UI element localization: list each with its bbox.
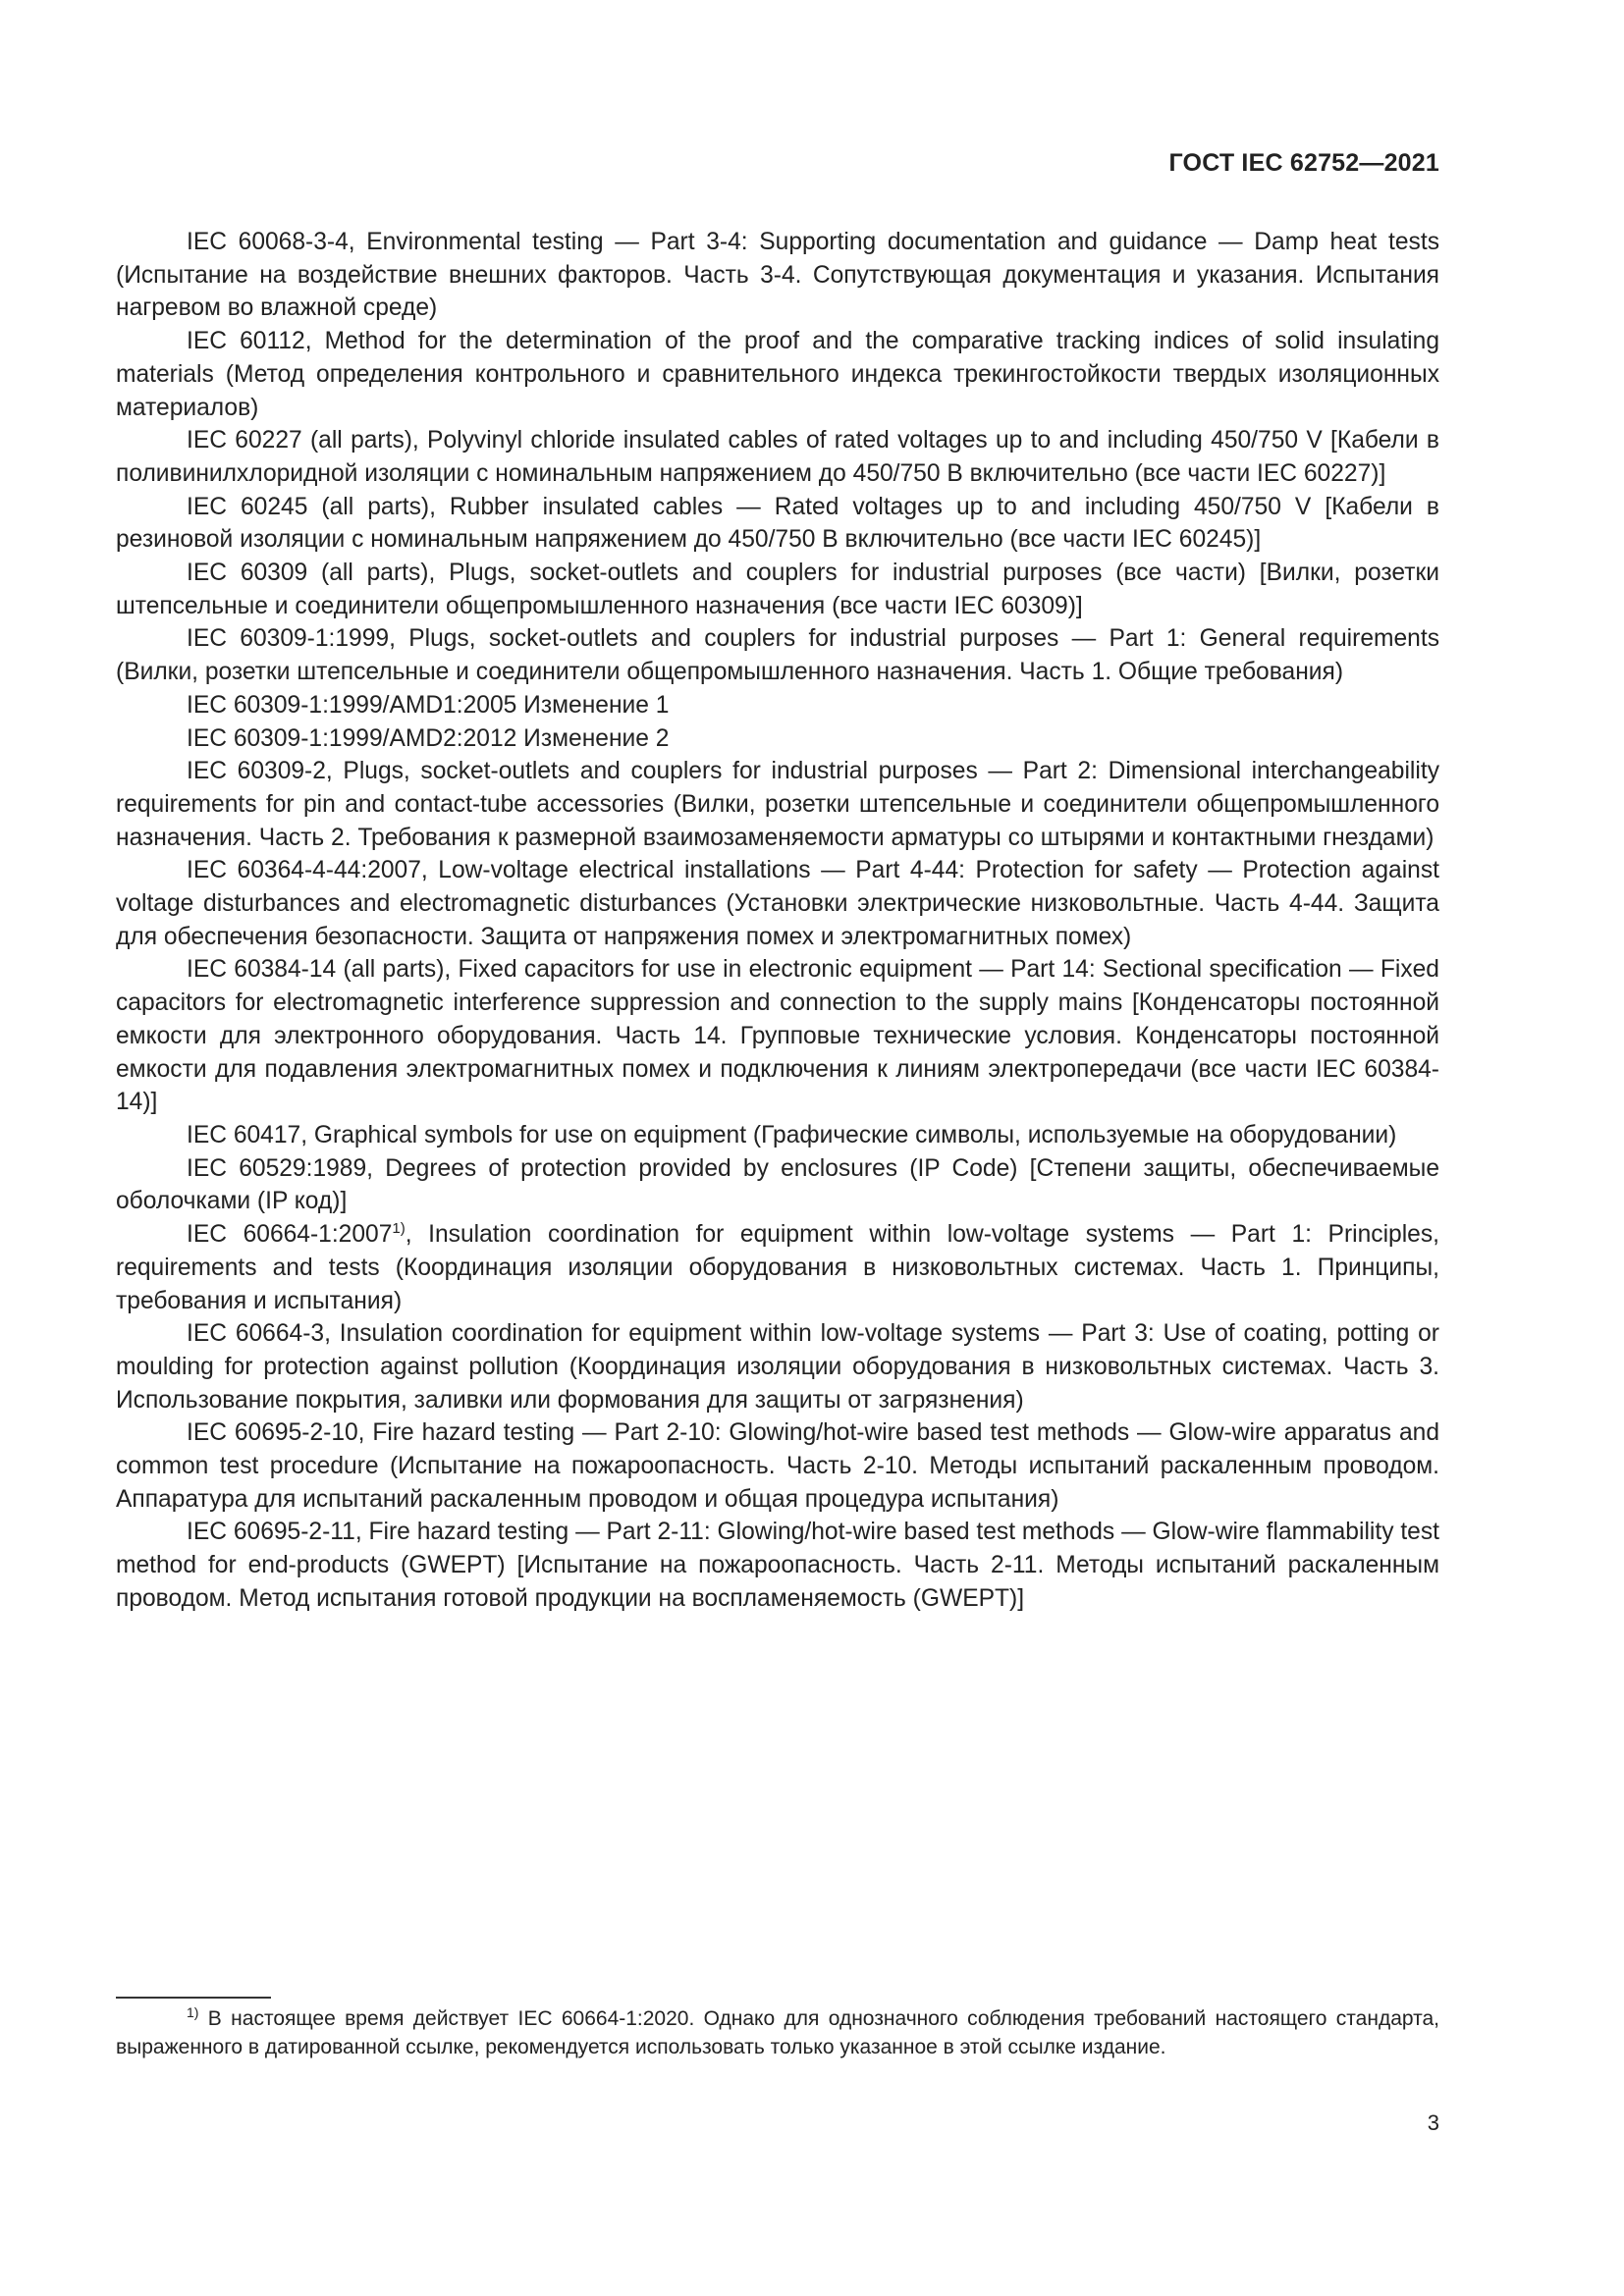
document-header: ГОСТ IEC 62752—2021 bbox=[1168, 149, 1439, 177]
footnote-separator bbox=[116, 1997, 271, 1999]
reference-item: IEC 60309 (all parts), Plugs, socket-outlets and couplers for industrial purposes (все части) [Вилки, розетки штепсельные и соединители общепромышленного назначения (все части IEC 60309)] bbox=[116, 560, 1439, 619]
reference-item: IEC 60245 (all parts), Rubber insulated cables — Rated voltages up to and including 450/750 V [Кабели в резиновой изоляции с номинальным напряжением до 450/750 В включительно (все части IEC 60245)] bbox=[116, 493, 1439, 554]
reference-item: IEC 60664-3, Insulation coordination for equipment within low-voltage systems — Part 3: Use of coating, potting or moulding for protection against pollution (Координация изоляции оборудования в низковольтных системах. Часть 3. Использование покрытия, заливки или формования для защиты от загрязнения) bbox=[116, 1320, 1439, 1414]
reference-text: , Insulation coordination for equipment within low-voltage systems — Part 1: Principles, requirements and tests (Координация изоляции оборудования в низковольтных системах. Часть 1. Принципы, требования и испытания) bbox=[116, 1221, 1439, 1314]
page-number: 3 bbox=[1427, 2110, 1439, 2135]
reference-item: IEC 60695-2-10, Fire hazard testing — Part 2-10: Glowing/hot-wire based test methods — Glow-wire apparatus and common test procedure (Испытание на пожароопасность. Часть 2-10. Методы испытаний раскаленным проводом. Аппаратура для испытаний раскаленным проводом и общая процедура испытания) bbox=[116, 1419, 1439, 1513]
reference-item: IEC 60309-1:1999/AMD2:2012 Изменение 2 bbox=[187, 724, 670, 752]
reference-item: IEC 60309-1:1999, Plugs, socket-outlets and couplers for industrial purposes — Part 1: General requirements (Вилки, розетки штепсельные и соединители общепромышленного назначения. Часть 1. Общие требования) bbox=[116, 625, 1439, 686]
footnote-text: В настоящее время действует IEC 60664-1:2020. Однако для однозначного соблюдения требований настоящего стандарта, выраженного в датированной ссылке, рекомендуется использовать только указанное в этой ссылке издание. bbox=[116, 2007, 1439, 2058]
normative-references bbox=[116, 226, 1439, 1616]
reference-item: IEC 60227 (all parts), Polyvinyl chloride insulated cables of rated voltages up to and including 450/750 V [Кабели в поливинилхлоридной изоляции с номинальным напряжением до 450/750 В включительно (все части IEC 60227)] bbox=[116, 427, 1439, 487]
reference-item: IEC 60364-4-44:2007, Low-voltage electrical installations — Part 4-44: Protection for safety — Protection against voltage disturbances and electromagnetic disturbances (Установки электрические низковольтные. Часть 4-44. Защита для обеспечения безопасности. Защита от напряжения помех и электромагнитных помех) bbox=[116, 857, 1439, 950]
reference-text: IEC 60664-1:2007 bbox=[187, 1221, 393, 1249]
footnote-marker: 1) bbox=[392, 1219, 406, 1237]
reference-item: IEC 60309-2, Plugs, socket-outlets and couplers for industrial purposes — Part 2: Dimensional interchangeability requirements for pin and contact-tube accessories (Вилки, розетки штепсельные и соединители общепромышленного назначения. Часть 2. Требования к размерной взаимозаменяемости арматуры со штырями и контактными гнездами) bbox=[116, 758, 1439, 851]
reference-item: IEC 60417, Graphical symbols for use on equipment (Графические символы, используемые на оборудовании) bbox=[187, 1121, 1397, 1148]
reference-item: IEC 60695-2-11, Fire hazard testing — Part 2-11: Glowing/hot-wire based test methods — Glow-wire flammability test method for end-products (GWEPT) [Испытание на пожароопасность. Часть 2-11. Методы испытаний раскаленным проводом. Метод испытания готовой продукции на воспламеняемость (GWEPT)] bbox=[116, 1519, 1439, 1612]
footnote-marker: 1) bbox=[187, 2004, 199, 2020]
reference-item: IEC 60068-3-4, Environmental testing — Part 3-4: Supporting documentation and guidance — Damp heat tests (Испытание на воздействие внешних факторов. Часть 3-4. Сопутствующая документация и указания. Испытания нагревом во влажной среде) bbox=[116, 229, 1439, 322]
reference-item: IEC 60384-14 (all parts), Fixed capacitors for use in electronic equipment — Part 14: Sectional specification — Fixed capacitors for electromagnetic interference suppression and connection to the supply mains [Конденсаторы постоянной емкости для электронного оборудования. Часть 14. Групповые технические условия. Конденсаторы постоянной емкости для подавления электромагнитных помех и подключения к линиям электропередачи (все части IEC 60384-14)] bbox=[116, 956, 1439, 1116]
reference-item: IEC 60309-1:1999/AMD1:2005 Изменение 1 bbox=[187, 691, 670, 719]
reference-item: IEC 60112, Method for the determination of the proof and the comparative tracking indices of solid insulating materials (Метод определения контрольного и сравнительного индекса трекингостойкости твердых изоляционных материалов) bbox=[116, 328, 1439, 421]
reference-item-with-footnote bbox=[116, 1218, 1439, 1317]
reference-item: IEC 60529:1989, Degrees of protection provided by enclosures (IP Code) [Степени защиты, обеспечиваемые оболочками (IP код)] bbox=[116, 1154, 1439, 1215]
footnote bbox=[116, 2004, 1439, 2061]
